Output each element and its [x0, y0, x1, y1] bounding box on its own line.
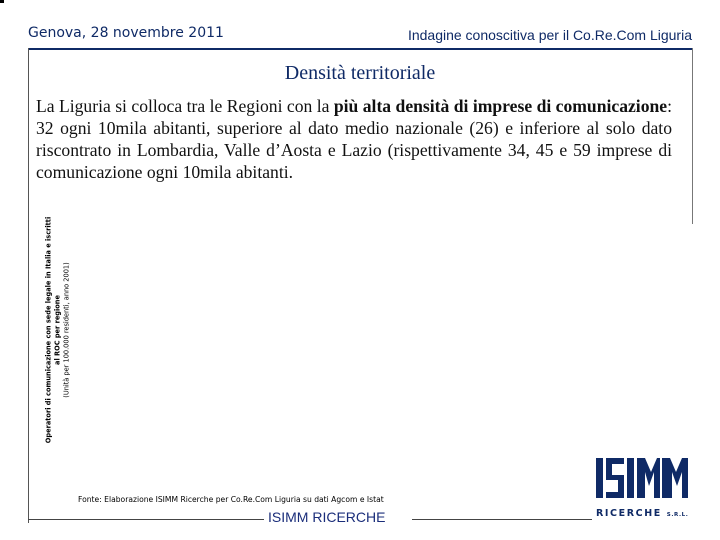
- header-organization: Indagine conoscitiva per il Co.Re.Com Liguria: [407, 27, 692, 43]
- slide-title: Densità territoriale: [284, 62, 436, 84]
- isimm-logo-caption: [596, 508, 690, 519]
- footer-divider-left: [28, 519, 264, 520]
- header-divider: [28, 48, 693, 50]
- body-text-highlight: più alta densità di imprese di comunicazione: [333, 96, 668, 116]
- header-date: Genova, 28 novembre 2011: [28, 25, 224, 41]
- frame-left-border: [28, 48, 29, 523]
- corner-mark: [0, 0, 4, 3]
- axis-label-line2: al ROC per regione: [53, 295, 62, 365]
- footer-divider-right: [412, 519, 592, 520]
- body-text-part1: La Liguria si colloca tra le Regioni con la: [36, 96, 334, 116]
- source-note: Fonte: Elaborazione ISIMM Ricerche per Co.Re.Com Liguria su dati Agcom e Istat: [78, 495, 384, 504]
- logo-caption-main: RICERCHE: [596, 508, 662, 519]
- axis-label-line1: Operatori di comunicazione con sede legale in Italia e iscritti: [44, 216, 53, 444]
- body-paragraph: [36, 95, 672, 183]
- isimm-logo-mark: [596, 458, 688, 498]
- chart-axis-label: [45, 170, 72, 490]
- logo-caption-suffix: S.R.L.: [666, 512, 689, 518]
- body-text-part2: : 32 ogni 10mila abitanti, superiore al dato medio nazionale (26) e inferiore al solo dato riscontrato in Lombardia, Valle d’Aosta e Lazio (rispettivamente 34, 45 e 59 imprese di comunicazione ogni 10mila abitanti.: [36, 96, 672, 182]
- axis-label-line3: (Unità per 100.000 residenti, anno 2001): [62, 262, 71, 398]
- footer-label: ISIMM RICERCHE: [268, 509, 386, 525]
